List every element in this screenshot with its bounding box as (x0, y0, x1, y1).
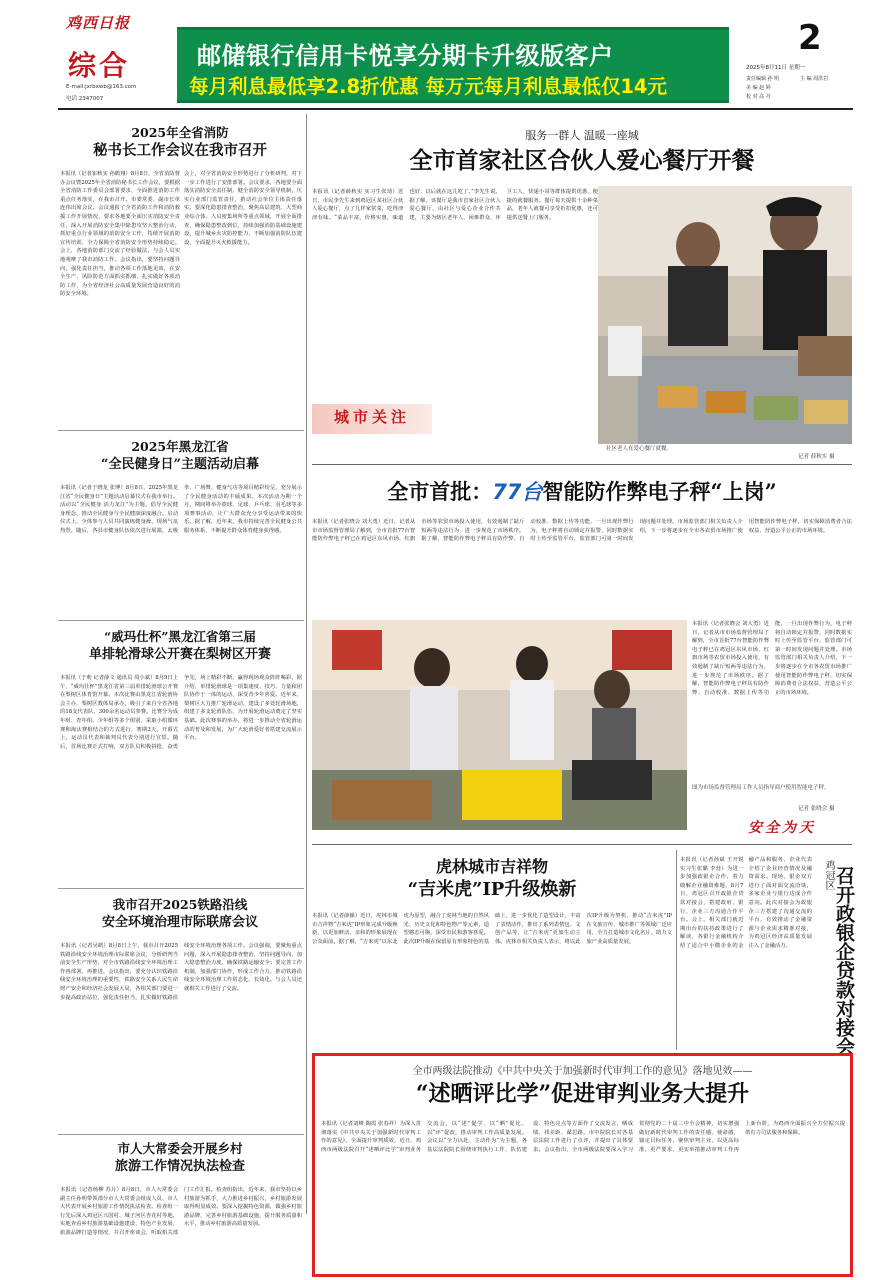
market-photo-illustration (312, 620, 687, 830)
restaurant-photo (598, 186, 852, 444)
restaurant-photo-illustration (598, 186, 852, 444)
article-9-body: 本报讯（记者孙斌 王开锐 实习生张璐 李营）为进一步加强政银企合作，着力破解企业融资难题，8月7日，鸡冠区召开政银企贷款对接会，搭建政府、银行、企业三方沟通合作平台。会上，相关部门就近期出台的扶持政策进行了解读，各银行金融机构介绍了适合中小微企业的金融产品和服务，企业代表介绍了企业经营情况及融资需求。现场，银企双方进行了面对面交流洽谈，多家企业与银行达成合作意向。此次对接会为政银企三方搭建了沟通交流的平台，有效推动了金融资源与企业需求精准对接，为鸡冠区经济高质量发展注入了金融活力。 (680, 857, 812, 949)
article-5-title-line-2: 旅游工作情况执法检查 (114, 1159, 245, 1174)
article-8-title-line-2: “吉米虎”IP升级焕新 (407, 879, 577, 900)
article-3-title-line-1: “威玛仕杯”黑龙江省第三届 (104, 629, 256, 644)
article-7-title-suffix: 智能防作弊电子秤“上岗” (542, 479, 777, 504)
article-divider (58, 620, 304, 621)
staff-2: 美 编 赵 婷 (746, 85, 771, 91)
article-8-title-line-1: 虎林城市吉祥物 (435, 857, 548, 876)
article-8-body: 本报讯（记者薛颖）近日，虎林市城市吉祥物“吉米虎”IP形象完成升级焕新，以更加鲜活、亲和的形象展现在公众面前。据了解，“吉米虎”以东北虎为原型，融合了虎林当地的自然风光、历史文化和特色物产等元素，造型憨态可掬，深受市民和游客喜爱。此次IP升级在保留原有形象特色的基础上，进一步优化了造型设计，丰富了表情动作，推出了系列表情包、文创产品等，让“吉米虎”更加生动立体。虎林市相关负责人表示，将以此次IP升级为契机，推动“吉米虎”IP在文旅宣传、城市推广等领域广泛应用，全力打造城市文化名片，助力文旅产业高质量发展。 (312, 913, 672, 945)
article-4-title-line-1: 我市召开2025铁路沿线 (112, 897, 248, 912)
article-4-body: 本报讯（记者吴鹤）8月8日上午，我市召开2025铁路沿线安全环境治理市际联席会议，分析研判当前安全生产形势，对全市铁路沿线安全环境治理工作再部署、再推进。会议指出，要充分认识铁路沿线安全环境治理的重要性，铁路安全关系人民生命财产安全和经济社会发展大局，各相关部门要进一步提高政治站位，强化责任担当，扎实做好铁路沿线安全环境治理各项工作。会议强调，要聚焦重点问题，深入开展隐患排查整治，坚持问题导向，加大隐患整治力度，确保铁路运输安全；要完善工作机制，加强部门协作，形成工作合力，推动铁路沿线安全环境治理工作常态化、长效化。与会人员还就相关工作进行了交流。 (60, 943, 302, 1001)
article-6-kicker: 服务一群人 温暖一座城 (525, 129, 639, 142)
staff-3: 校 对 高 丹 (746, 94, 771, 100)
article-1-body: 本报讯（记者崔秋实 孙鹤翔）8月8日，全省消防督办会议暨2025年全省消防秘书长工作会议，要根据全省消防工作委员会部署要求，全面推进消防工作重点任务落实，在我市召开。市委常委、副市长单连伟出席会议。会议通报了全省消防工作和消防救援工作开展情况，要求各地要全面压实消防安全责任，深入开展消防安全集中除患攻坚大整治行动，抓好重点行业领域的消防安全工作，持续开展消防宣传培训，全力保障全省消防安全形势持续稳定。会上，各地消防部门交流了经验做法。与会人员实地观摩了我市消防工作。会议指出，要坚持问题导向，强化责任担当，推动各项工作落地见效，在安全生产、风险防范方面抓实抓细，扎实做好各项消防工作，为全省经济社会高质量发展营造良好的消防安全环境。 (60, 171, 180, 298)
article-5-body: 本报讯（记者杨柳 苏月）8月8日，市人大常委会副主任孙明带领部分市人大常委会组成人员、市人大代表开展乡村旅游工作情况执法检查。检查组一行先后深入鸡冠区兴国村、城子河区杏花村等地，实地查看乡村旅游基础设施建设、特色产业发展、旅游品牌打造等情况，并召开座谈会，听取相关部门工作汇报。检查组指出，近年来，我市坚持以乡村旅游为抓手，大力推进乡村振兴，乡村旅游发展取得明显成效。要深入挖掘特色资源，做强乡村旅游品牌，完善乡村旅游基础设施，提升服务质量和水平，推动乡村旅游高质量发展。 (60, 1187, 302, 1236)
article-10-kicker: 全市两级法院推动《中共中央关于加强新时代审判工作的意见》落地见效—— (412, 1066, 753, 1077)
article-7-body: 本报讯（记者张晓会 刘大勇）近日，记者从市市场监督管理局了解到，全市首批77台智能防作弊电子秤已在鸡冠区东风市场、红旗市场等农贸市场投入使用，有效遏制了缺斤短两等违法行为，进一步规范了市场秩序。据了解，智能防作弊电子秤具有防作弊、自动校准、数据上传等功能，一旦出现作弊行为，电子秤将自动锁定并报警，同时数据实时上传至监管平台，监管部门可第一时间发现问题并处理。市场监管部门相关负责人介绍，下一步将逐步在全市各农贸市场推广使用智能防作弊电子秤，切实保障消费者合法权益，营造公平公正的市场环境。 (312, 519, 852, 543)
article-6-title: 全市首家社区合伙人爱心餐厅开餐 (409, 147, 755, 174)
article-divider (58, 430, 304, 431)
article-4-title-line-2: 安全环境治理市际联席会议 (101, 915, 258, 930)
article-7-caption: 图为市场监督管理局工作人员指导商户使用智能电子秤。 (692, 785, 830, 791)
article-10-body: 本报讯（记者刘峰 陶霞 张春祥）为深入贯彻落实《中共中央关于加强新时代审判工作的意见》，全面提升审判质效，近日，鸡西市两级法院召开“述晒评比学”审判业务交流会，以“述”促学、以“晒”促比、以“评”促改，推动审判工作高质量发展。会议以“全力以赴、主动作为”为主题，各基层法院院长围绕审判执行工作、队伍建设、特色亮点等方面作了交流发言，晒成绩、找差距、谋思路。市中院院长对各基层法院工作进行了点评，并提出了具体要求。会议指出，全市两级法院要深入学习贯彻党的二十届三中全会精神，切实增强做好新时代审判工作的责任感、使命感，锚定目标任务，聚焦审判主业，以更高标准、更严要求、更实举措推动审判工作再上新台阶，为鸡西全面振兴全方位振兴提供有力司法服务和保障。 (321, 1121, 845, 1153)
article-9-label: 鸡冠区 (823, 860, 834, 890)
article-10-title: “述晒评比学”促进审判业务大提升 (415, 1081, 750, 1107)
safety-banner (712, 818, 852, 840)
section-divider (312, 844, 852, 845)
article-5-title-line-1: 市人大常委会开展乡村 (117, 1141, 243, 1156)
article-2-title-line-1: 2025年黑龙江省 (131, 439, 229, 454)
article-1-title-line-2: 秘书长工作会议在我市召开 (93, 142, 267, 159)
article-2-body: 本报讯（记者于晓龙 张博）8月8日，2025年黑龙江省“全民健身日”主题活动启幕仪式在我市举行。活动以“全民健身 活力龙江”为主题，倡导全民健身理念，推动全民健身与全民健康深度融合。启动仪式上，全体参与人员共同演练健身操，现场气氛热烈。随后，各县市健身队伍依次进行展演，太极拳、广场舞、健身气功等项目精彩纷呈，充分展示了全民健身活动的丰硕成果。本次活动为期一个月，期间将举办篮球、足球、乒乓球、羽毛球等多项赛事活动，让广大群众充分享受运动带来的快乐。据了解，近年来，我市持续完善全民健身公共服务体系，不断提升群众体育健身获得感。 (60, 485, 302, 534)
column-divider (676, 850, 677, 1050)
ad-line-2: 每月利息最低享2.8折优惠 每万元每月利息最低仅14元 (189, 75, 667, 98)
page-number: 2 (798, 18, 822, 58)
article-3-title-line-2: 单排轮滑球公开赛在梨树区开赛 (88, 647, 271, 662)
city-focus-banner (312, 404, 432, 434)
article-7-title (312, 480, 852, 504)
article-6-credit: 记者 薛秋实 摄 (798, 454, 835, 460)
phone-line: 电话 2347007 (66, 96, 104, 102)
section-divider (312, 464, 852, 465)
article-divider (58, 1134, 304, 1135)
section-title: 综合 (68, 49, 131, 82)
issue-date: 2025年8月11日 星期一 (746, 65, 806, 71)
safety-label: 安全为天 (748, 820, 816, 836)
article-7-credit: 记者 张晓会 摄 (798, 806, 835, 812)
article-9-title: 召开政银企贷款对接会 (833, 866, 855, 1056)
article-divider (58, 888, 304, 889)
article-6-caption: 社区老人在爱心餐厅就餐。 (606, 446, 673, 452)
court-article-box (312, 1053, 853, 1277)
masthead-rule (58, 108, 853, 110)
column-divider (306, 114, 307, 1214)
article-7-title-number: 77台 (492, 480, 543, 504)
article-2-title-line-2: “全民健身日”主题活动启幕 (101, 457, 259, 472)
ad-banner (177, 27, 729, 103)
article-7-title-prefix: 全市首批： (387, 479, 493, 504)
article-7-body-continued: 本报讯（记者张晓会 刘大勇）近日，记者从市市场监督管理局了解到，全市首批77台智能防作弊电子秤已在鸡冠区东风市场、红旗市场等农贸市场投入使用，有效遏制了缺斤短两等违法行为，进一步规范了市场秩序。据了解，智能防作弊电子秤具有防作弊、自动校准、数据上传等功能，一旦出现作弊行为，电子秤将自动锁定并报警，同时数据实时上传至监管平台，监管部门可第一时间发现问题并处理。市场监管部门相关负责人介绍，下一步将逐步在全市各农贸市场推广使用智能防作弊电子秤，切实保障消费者合法权益，营造公平公正的市场环境。 (692, 621, 852, 696)
article-6-body: 本报讯（记者薛秋实 实习生张琦）近日，市民李先生来到鸡冠区某社区合伙人爱心餐厅，点了几样家常菜，吃得津津有味。“菜品丰富，价格实惠，味道也好，以后就在这儿吃了。”李先生说。据了解，该餐厅是我市首家社区合伙人爱心餐厅，由社区与爱心企业合作共建，主要为辖区老年人、困难群众、环卫工人、快递小哥等群体提供优惠、便捷的就餐服务。餐厅每天提供十余种菜品，老年人就餐可享受折扣优惠，还可提供送餐上门服务。 (312, 189, 598, 221)
market-photo (312, 620, 687, 830)
staff-4: 主 编 周洪岩 (800, 76, 829, 82)
email-line: E-mail:jxrbxwb@163.com (66, 84, 137, 90)
article-1-body-continued: 会上，对全省消防安全形势进行了分析研判，对下一步工作进行了安排部署。会议要求，各地要全面落实消防安全责任制，健全消防安全领导机制，压实行业部门监管责任，推动社会单位主体责任落实。要深化隐患排查整治，聚焦高层建筑、大型商业综合体、人员密集场所等重点领域，开展全面排查，确保隐患整改到位，持续加强消防基础设施建设，提升城乡火灾防控能力，不断加强消防队伍建设，全面提升灭火救援能力。 (184, 171, 302, 246)
city-focus-label: 城市关注 (333, 408, 410, 426)
ad-line-1: 邮储银行信用卡悦享分期卡升级版客户 (197, 42, 614, 70)
newspaper-logo: 鸡西日报 (66, 14, 131, 32)
article-1-title-line-1: 2025年全省消防 (131, 125, 229, 140)
article-3-body: 本报讯（于莉 记者薛文 通讯员 周小斌）8月9日上午，“威玛仕杯”黑龙江省第三届单排轮滑球公开赛在梨树区体育馆开幕。本次比赛由黑龙江省轮滑协会主办，梨树区教体局承办，吸引了来自全省各地的18支代表队、300余名运动员参赛。比赛分为成年组、青年组、少年组等多个组别，采取小组循环赛和淘汰赛相结合的方式进行，赛期3天。开幕式上，运动员代表和裁判员代表分别进行宣誓。随后，首场比赛正式打响，双方队员积极拼抢，奋勇争先，场上精彩不断，赢得现场观众阵阵喝彩。据介绍，单排轮滑球是一项集速度、技巧、力量和团队协作于一体的运动，深受青少年喜爱。近年来，梨树区大力推广轮滑运动，建设了多处轮滑场地，组建了多支轮滑队伍，为开展轮滑运动奠定了坚实基础。此次赛事的举办，将进一步推动全省轮滑运动的普及和发展，为广大轮滑爱好者搭建交流展示平台。 (60, 675, 302, 750)
staff-1: 责任编辑 孙 明 (746, 76, 780, 82)
